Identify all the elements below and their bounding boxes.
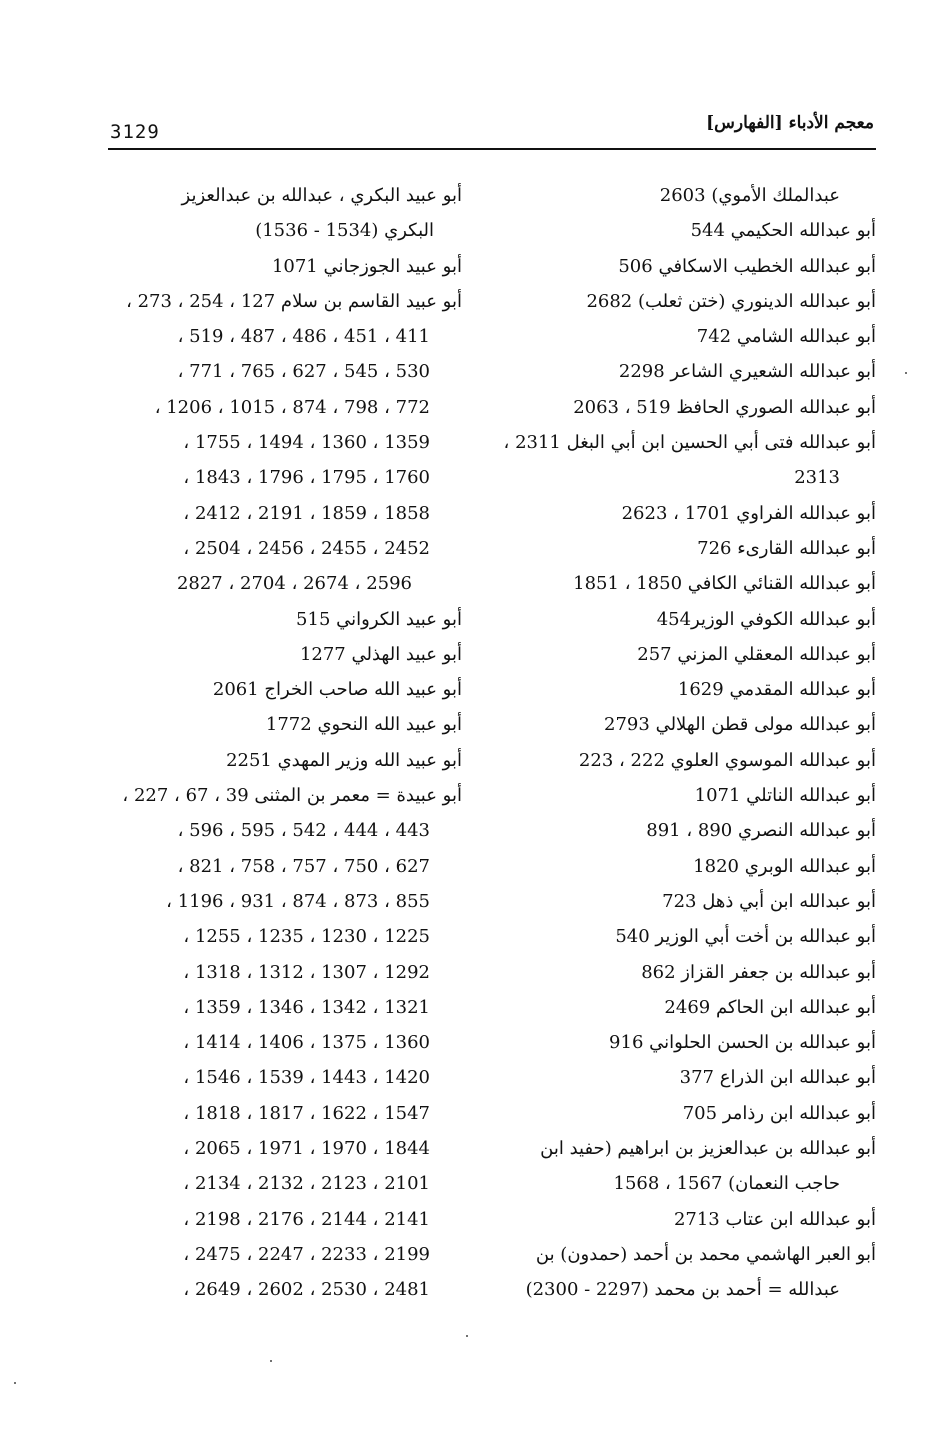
index-entry: أبو عبدالله المقدمي 1629: [677, 679, 876, 701]
index-entry: أبو عبدالله الفراوي 1701 ، 2623: [621, 502, 876, 524]
scan-speck: [14, 1382, 16, 1384]
index-entry: 1321 ، 1342 ، 1346 ، 1359 ،: [183, 996, 430, 1018]
index-entry: أبو عبدالله الشعيري الشاعر 2298: [618, 361, 876, 383]
index-entry: أبو عبدالله بن أخت أبي الوزير 540: [615, 926, 876, 948]
index-entry: أبو عبدالله الكوفي الوزير454: [656, 608, 876, 630]
index-entry: أبو عبدالله الموسوي العلوي 222 ، 223: [578, 749, 876, 771]
index-entry: أبو عبيد الكرواني 515: [296, 608, 462, 630]
index-entry: 1292 ، 1307 ، 1312 ، 1318 ،: [183, 961, 430, 983]
index-entry: 772 ، 798 ، 874 ، 1015 ، 1206 ،: [154, 396, 430, 418]
index-entry: أبو عبدالله بن جعفر القزاز 862: [641, 961, 876, 983]
scan-speck: [466, 1335, 468, 1337]
index-entry: أبو عبيد الجوزجاني 1071: [271, 255, 462, 277]
running-header-title: معجم الأدباء [الفهارس]: [706, 113, 874, 133]
index-column-left: [106, 178, 462, 1308]
index-entry: 443 ، 444 ، 542 ، 595 ، 596 ،: [177, 820, 430, 842]
index-entry: أبو عبيد البكري ، عبدالله بن عبدالعزيز: [181, 185, 462, 206]
index-entry: أبو عبدالله الصوري الحافظ 519 ، 2063: [573, 396, 876, 418]
index-entry: 2141 ، 2144 ، 2176 ، 2198 ،: [183, 1208, 430, 1230]
index-entry: 1225 ، 1230 ، 1235 ، 1255 ،: [183, 926, 430, 948]
index-entry: أبو عبيد القاسم بن سلام 127 ، 254 ، 273 ،: [126, 290, 462, 312]
index-entry: أبو عبدالله الخطيب الاسكافي 506: [618, 255, 876, 277]
index-column-right: [503, 178, 876, 1308]
index-entry: 1760 ، 1795 ، 1796 ، 1843 ،: [183, 467, 430, 489]
index-entry: عبدالله = أحمد بن محمد (2297 - 2300): [525, 1279, 840, 1301]
index-entry: 1360 ، 1375 ، 1406 ، 1414 ،: [183, 1032, 430, 1054]
index-entry: أبو عبدالله القارىء 726: [697, 537, 876, 559]
index-entry: أبو عبدالله الوبري 1820: [693, 855, 876, 877]
index-entry: أبو عبدالله ابن أبي ذهل 723: [662, 890, 876, 912]
index-entry: أبو عبدالله النصري 890 ، 891: [646, 820, 876, 842]
index-entry: أبو عبيد الله وزير المهدي 2251: [226, 749, 462, 771]
index-entry: البكري (1534 - 1536): [255, 220, 434, 242]
index-entry: أبو عبدالله مولى قطن الهلالي 2793: [604, 714, 876, 736]
index-entry: أبو عبدالله ابن رذامر 705: [682, 1102, 876, 1124]
index-entry: أبو عبدالله الناتلي 1071: [694, 785, 876, 807]
index-entry: أبو عبدالله فتى أبي الحسين ابن أبي البغل 2311 ،: [503, 432, 876, 454]
header-divider: [108, 148, 876, 150]
index-entry: 2313: [794, 467, 840, 489]
index-entry: 627 ، 750 ، 757 ، 758 ، 821 ،: [177, 855, 430, 877]
index-entry: 855 ، 873 ، 874 ، 931 ، 1196 ،: [166, 890, 430, 912]
page-number: 3129: [110, 121, 160, 143]
index-entry: 2199 ، 2233 ، 2247 ، 2475 ،: [183, 1243, 430, 1265]
index-entry: أبو عبيد الهذلي 1277: [299, 643, 462, 665]
index-entry: أبو عبدالله القنائي الكافي 1850 ، 1851: [573, 573, 876, 595]
index-entry: أبو عبدالله الدينوري (ختن ثعلب) 2682: [586, 290, 876, 312]
index-entry: 1420 ، 1443 ، 1539 ، 1546 ،: [183, 1067, 430, 1089]
index-entry: أبو العبر الهاشمي محمد بن أحمد (حمدون) بن: [535, 1243, 876, 1265]
index-entry: 1547 ، 1622 ، 1817 ، 1818 ،: [183, 1102, 430, 1124]
index-entry: أبو عبدالله الحكيمي 544: [690, 220, 876, 242]
index-entry: 530 ، 545 ، 627 ، 765 ، 771 ،: [177, 361, 430, 383]
index-entry: أبو عبدالله ابن الذراع 377: [679, 1067, 876, 1089]
index-entry: 2452 ، 2455 ، 2456 ، 2504 ،: [183, 537, 430, 559]
index-entry: أبو عبدالله بن الحسن الحلواني 916: [609, 1032, 876, 1054]
index-entry: أبو عبدالله ابن عتاب 2713: [673, 1208, 876, 1230]
index-entry: حاجب النعمان) 1567 ، 1568: [613, 1173, 840, 1195]
index-entry: أبو عبيد الله صاحب الخراج 2061: [212, 679, 462, 701]
index-entry: أبو عبدالله المعقلي المزني 257: [637, 643, 876, 665]
index-entry: 2101 ، 2123 ، 2132 ، 2134 ،: [183, 1173, 430, 1195]
index-entry: 1858 ، 1859 ، 2191 ، 2412 ،: [183, 502, 430, 524]
index-entry: أبو عبيدة = معمر بن المثنى 39 ، 67 ، 227 ،: [122, 785, 462, 807]
index-entry: 2596 ، 2674 ، 2704 ، 2827: [176, 573, 412, 595]
index-entry: أبو عبدالله بن عبدالعزيز بن ابراهيم (حفيد ابن: [540, 1138, 876, 1160]
index-entry: 1359 ، 1360 ، 1494 ، 1755 ،: [183, 432, 430, 454]
scan-speck: [905, 372, 907, 374]
index-entry: 411 ، 451 ، 486 ، 487 ، 519 ،: [177, 326, 430, 348]
index-entry: 2481 ، 2530 ، 2602 ، 2649 ،: [183, 1279, 430, 1301]
index-entry: 1844 ، 1970 ، 1971 ، 2065 ،: [183, 1138, 430, 1160]
index-entry: أبو عبدالله الشامي 742: [696, 326, 876, 348]
index-entry: أبو عبدالله ابن الحاكم 2469: [664, 996, 876, 1018]
index-entry: أبو عبيد الله النحوي 1772: [265, 714, 462, 736]
scan-speck: [270, 1360, 272, 1362]
index-entry: عبدالملك الأموي) 2603: [659, 185, 840, 206]
